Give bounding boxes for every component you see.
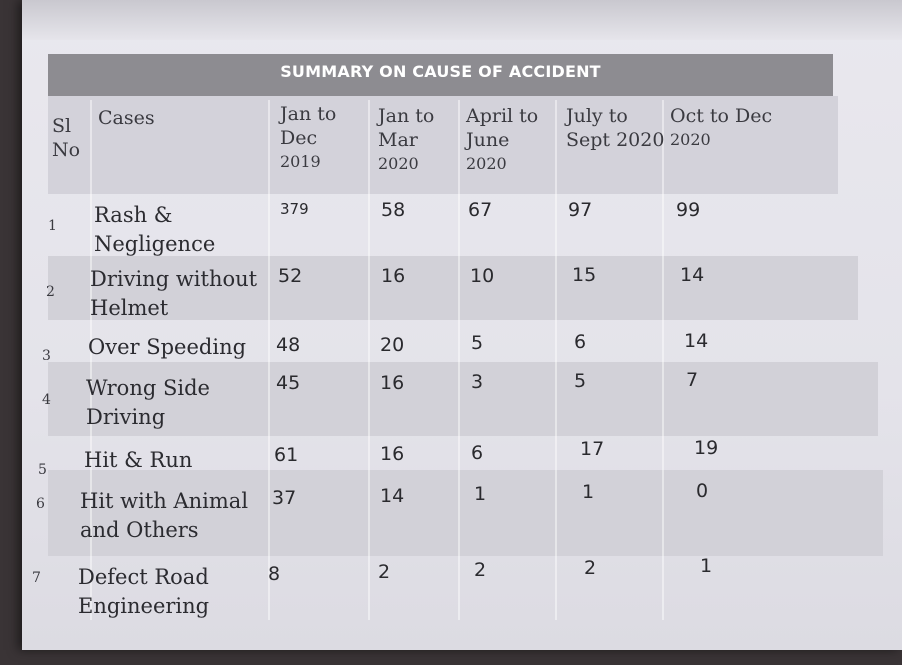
row-5-val-4: 17 [580, 438, 605, 460]
row-1-val-4: 97 [568, 199, 593, 221]
row-3-sl: 3 [42, 348, 51, 364]
column-divider [268, 100, 270, 620]
header-oct-dec-2020: Oct to Dec 2020 [670, 105, 773, 149]
row-2-val-5: 14 [680, 264, 705, 286]
row-3-val-3: 5 [471, 332, 484, 354]
row-7-val-4: 2 [584, 557, 597, 579]
page-curl [22, 0, 902, 40]
row-6-val-5: 0 [696, 480, 709, 502]
row-2-val-2: 16 [381, 265, 406, 287]
table-title: SUMMARY ON CAUSE OF ACCIDENT [48, 54, 833, 100]
row-1-sl: 1 [48, 218, 57, 234]
row-5-val-1: 61 [274, 444, 299, 466]
row-5-sl: 5 [38, 462, 47, 478]
header-jan-dec-2019: Jan to Dec 2019 [280, 103, 337, 171]
row-3-case: Over Speeding [88, 335, 247, 359]
header-jan-mar-2020: Jan to Mar 2020 [378, 105, 435, 173]
row-5-val-3: 6 [471, 442, 484, 464]
row-5-val-5: 19 [694, 437, 719, 459]
row-2-val-1: 52 [278, 265, 303, 287]
row-3-val-1: 48 [276, 334, 301, 356]
row-4-val-2: 16 [380, 372, 405, 394]
row-1-val-5: 99 [676, 199, 701, 221]
column-divider [368, 100, 370, 620]
header-july-sept-2020: July to Sept 2020 [566, 105, 665, 151]
row-1-case: Rash & Negligence [94, 203, 216, 256]
row-7-val-3: 2 [474, 559, 487, 581]
row-7-val-1: 8 [268, 563, 281, 585]
row-6-sl: 6 [36, 496, 45, 512]
row-4-val-4: 5 [574, 370, 587, 392]
row-6-val-1: 37 [272, 487, 297, 509]
header-sl: Sl No [52, 115, 81, 161]
row-5-val-2: 16 [380, 443, 405, 465]
row-2-val-3: 10 [470, 265, 495, 287]
column-divider [458, 100, 460, 620]
row-3-val-2: 20 [380, 334, 405, 356]
header-april-june-2020: April to June 2020 [466, 105, 539, 173]
row-6-val-3: 1 [474, 483, 487, 505]
row-7-sl: 7 [32, 570, 41, 586]
row-1-val-3: 67 [468, 199, 493, 221]
row-2-val-4: 15 [572, 264, 597, 286]
row-6-val-2: 14 [380, 485, 405, 507]
row-2-sl: 2 [46, 284, 55, 300]
row-4-sl: 4 [42, 392, 51, 408]
row-6-case: Hit with Animal and Others [80, 489, 249, 542]
row-7-val-5: 1 [700, 555, 713, 577]
row-4-case: Wrong Side Driving [86, 376, 210, 429]
row-4-val-5: 7 [686, 369, 699, 391]
column-divider [662, 100, 664, 620]
row-1-val-2: 58 [381, 199, 406, 221]
row-4-val-3: 3 [471, 371, 484, 393]
row-2-case: Driving without Helmet [90, 267, 258, 320]
row-7-val-2: 2 [378, 561, 391, 583]
row-1-val-1: 379 [280, 200, 309, 218]
row-5-case: Hit & Run [84, 448, 193, 472]
column-divider [555, 100, 557, 620]
row-4-val-1: 45 [276, 372, 301, 394]
header-cases: Cases [98, 107, 155, 129]
row-7-case: Defect Road Engineering [78, 565, 210, 618]
row-6-val-4: 1 [582, 481, 595, 503]
row-3-val-4: 6 [574, 331, 587, 353]
row-3-val-5: 14 [684, 330, 709, 352]
